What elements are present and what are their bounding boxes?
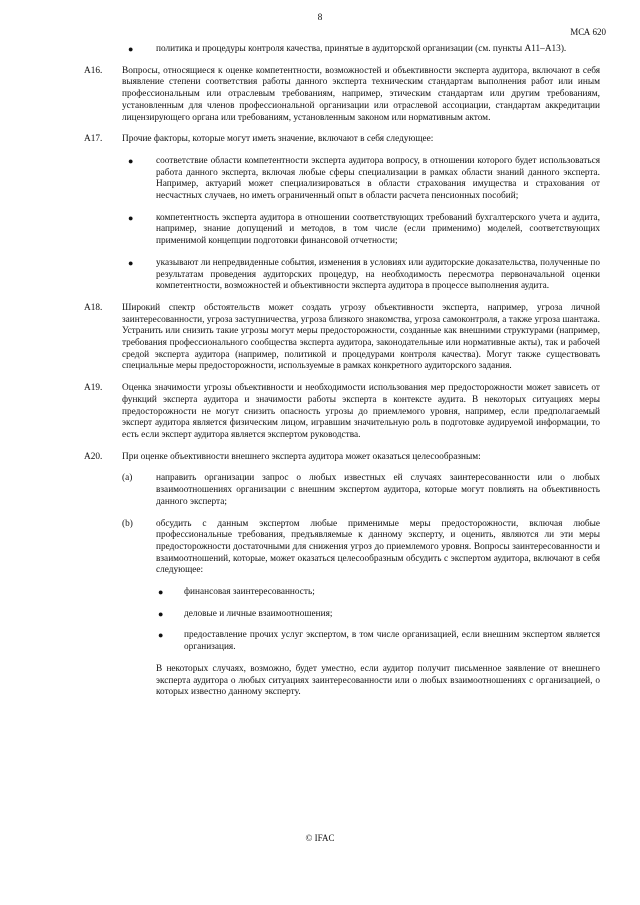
list-item — [122, 258, 600, 293]
intro-bullet-text: политика и процедуры контроля качества, принятые в аудиторской организации (см. пункты A11–A13). — [156, 44, 567, 54]
bullet-dot-icon: ● — [128, 212, 134, 223]
bullet-dot-icon: ● — [158, 630, 164, 641]
list-item-text: деловые и личные взаимоотношения; — [184, 608, 333, 619]
list-item-text: указывают ли непредвиденные события, изменения в условиях или аудиторские доказательства, полученные по результатам проведения аудиторских процедур, на необходимость пересмотра первоначальной оценки компетентности, возможностей и объективности эксперта аудитора в процессе выполнения аудита. — [156, 257, 600, 292]
paragraph-lead: Прочие факторы, которые могут иметь значение, включают в себя следующее: — [122, 134, 434, 145]
list-item — [122, 213, 600, 248]
paragraph-label: A16. — [84, 65, 103, 76]
lettered-item-a — [122, 473, 600, 508]
item-letter: (a) — [122, 473, 133, 484]
standard-code: МСА 620 — [570, 27, 606, 37]
paragraph-a20 — [84, 451, 600, 699]
list-item — [156, 630, 600, 653]
list-item-text: предоставление прочих услуг экспертом, в том числе организацией, если внешним экспертом является организация. — [184, 630, 600, 653]
lettered-item-b — [122, 519, 600, 699]
page-number: 8 — [317, 13, 323, 23]
item-letter: (b) — [122, 518, 133, 529]
intro-bullet — [122, 44, 600, 56]
paragraph-a19 — [84, 383, 600, 442]
bullet-dot-icon: ● — [128, 155, 134, 166]
paragraph-a16 — [84, 65, 600, 125]
bullet-dot-icon: ● — [158, 608, 164, 619]
list-item-text: компетентность эксперта аудитора в отношении соответствующих требований бухгалтерского учета и аудита, например, знание допущений и методов, в том числе (если применимо) моделей, соответствующих применимой концепции подготовки финансовой отчетности; — [156, 212, 600, 247]
paragraph-text: Оценка значимости угрозы объективности и необходимости использования мер предосторожности может зависеть от функций эксперта аудитора и значимости работы эксперта в контексте аудита. В некоторых ситуациях меры предосторожности не могут снизить опасность угрозы до приемлемого уровня, например, если предполагаемый эксперт аудитора является физическим лицом, игравшим значительную роль в подготовке аудируемой информации, то есть если эксперт аудитора является экспертом руководства. — [122, 383, 600, 440]
paragraph-lead: При оценке объективности внешнего эксперта аудитора может оказаться целесообразным: — [122, 451, 481, 462]
paragraph-text: Широкий спектр обстоятельств может создать угрозу объективности эксперта, например, угроза личной заинтересованности, угроза заступничества, угроза близкого знакомства, угроза самоконтроля, а также угроза шантажа. Устранить или снизить такие угрозы могут меры предосторожности, созданные как внешними структурами (например, требования профессионального сообщества эксперта аудитора, законодательные или нормативные акты), так и рабочей средой эксперта аудитора (например, политикой и процедурами контроля качества). Могут также существовать специальные меры предосторожности, используемые в рамках конкретного аудиторского задания. — [122, 302, 600, 372]
item-text: обсудить с данным экспертом любые применимые меры предосторожности, включая любые профессиональные требования, предъявляемые к данному эксперту, и оценить, являются ли эти меры предосторожности достаточными для снижения угроз до приемлемого уровня. Вопросы заинтересованности и взаимоотношений, которые, может оказаться целесообразным обсудить с экспертом аудитора, включают в себя следующее: — [156, 518, 600, 576]
document-body — [84, 44, 600, 709]
sub-bullet-list — [156, 587, 600, 654]
paragraph-label: A17. — [84, 134, 103, 145]
paragraph-label: A18. — [84, 302, 103, 313]
list-item — [122, 156, 600, 203]
list-item-text: финансовая заинтересованность; — [184, 587, 315, 598]
paragraph-label: A20. — [84, 451, 103, 462]
paragraph-text: Вопросы, относящиеся к оценке компетентности, возможностей и объективности эксперта аудитора, включают в себя выявление степени соответствия работы данного эксперта техническим стандартам выполнения работ или иным профессиональным или отраслевым требованиям, например, этическим стандартам или другим требованиям, установленным для членов профессиональной организации или отраслевой ассоциации, стандартам аккредитации лицензирующего органа или требованиям, установленным законом или нормативным актом. — [122, 65, 600, 123]
item-text: направить организации запрос о любых известных ей случаях заинтересованности или о любых взаимоотношениях организации с внешним экспертом аудитора, которые могут повлиять на объективность данного эксперта; — [156, 473, 600, 507]
footer-copyright: © IFAC — [305, 833, 335, 843]
bullet-dot-icon: ● — [158, 587, 164, 598]
list-item — [156, 609, 600, 621]
paragraph-a17 — [84, 134, 600, 293]
list-item — [156, 587, 600, 599]
list-item-text: соответствие области компетентности эксперта аудитора вопросу, в отношении которого будет использоваться работа данного эксперта, включая любые сферы специализации в рамках области знаний данного эксперта. Например, актуарий может специализироваться в области страхования имущества и страхования от несчастных случаев, но иметь ограниченный опыт в области расчета пенсионных пособий; — [156, 155, 600, 202]
closing-text: В некоторых случаях, возможно, будет уместно, если аудитор получит письменное заявление от внешнего эксперта аудитора о любых ситуациях заинтересованности или о любых взаимоотношениях с организацией, о которых известно данному эксперту. — [156, 663, 600, 698]
paragraph-a18 — [84, 302, 600, 373]
bullet-list — [122, 156, 600, 293]
bullet-dot-icon: ● — [128, 44, 134, 54]
bullet-dot-icon: ● — [128, 257, 134, 268]
paragraph-label: A19. — [84, 383, 103, 394]
